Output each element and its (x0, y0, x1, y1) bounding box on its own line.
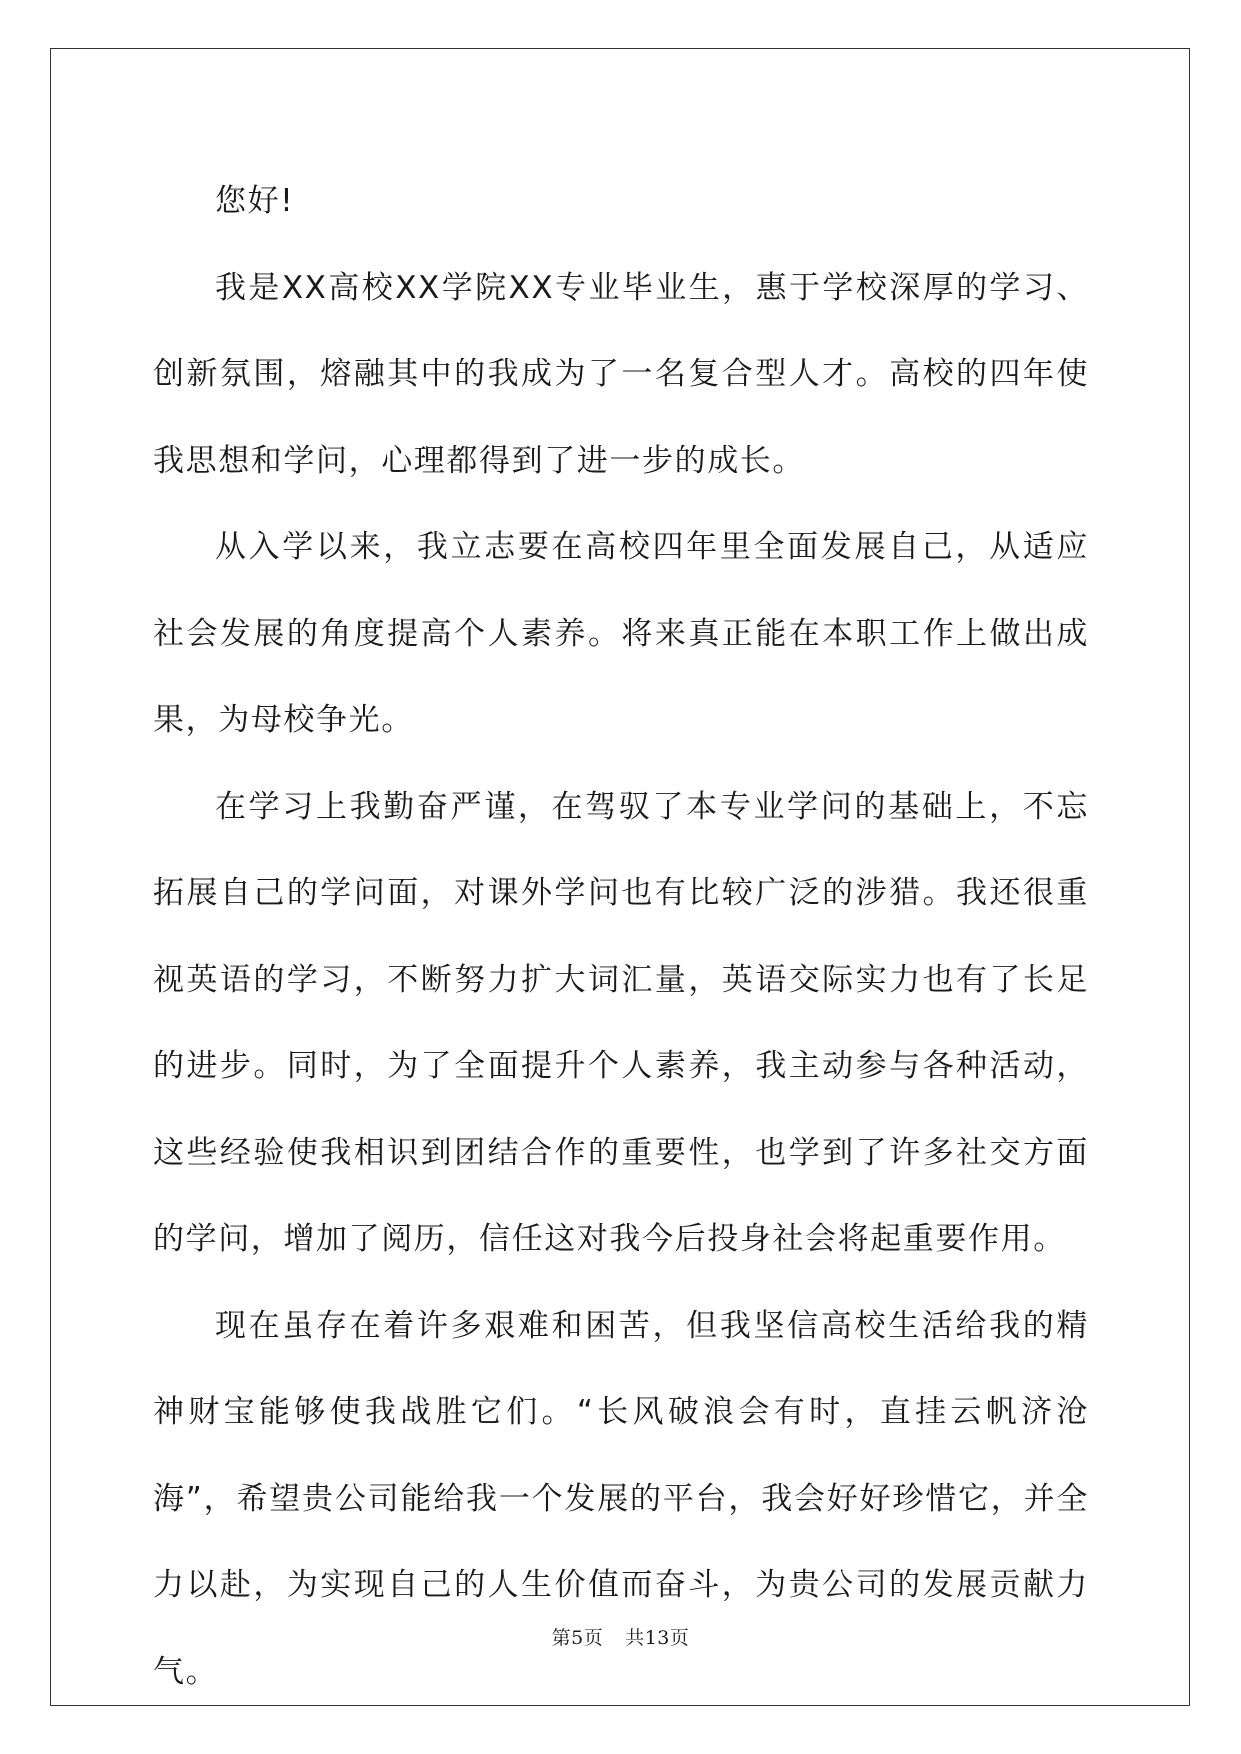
page-number: 第5页 (551, 1627, 604, 1649)
paragraph-introduction: 我是XX高校XX学院XX专业毕业生，惠于学校深厚的学习、创新氛围，熔融其中的我成为了一名复合型人才。高校的四年使我思想和学问，心理都得到了进一步的成长。 (153, 269, 1089, 479)
letter-body (153, 158, 1089, 1715)
page-total: 共13页 (625, 1627, 690, 1649)
greeting: 您好! (215, 183, 295, 219)
paragraph-closing: 现在虽存在着许多艰难和困苦，但我坚信高校生活给我的精神财宝能够使我战胜它们。“长风破浪会有时，直挂云帆济沧海”，希望贵公司能给我一个发展的平台，我会好好珍惜它，并全力以赴，为实现自己的人生价值而奋斗，为贵公司的发展贡献力气。 (153, 1307, 1089, 1690)
page-footer (0, 1623, 1241, 1650)
paragraph-study: 在学习上我勤奋严谨，在驾驭了本专业学问的基础上，不忘拓展自己的学问面，对课外学问也有比较广泛的涉猎。我还很重视英语的学习，不断努力扩大词汇量，英语交际实力也有了长足的进步。同时，为了全面提升个人素养，我主动参与各种活动，这些经验使我相识到团结合作的重要性，也学到了许多社交方面的学问，增加了阅历，信任这对我今后投身社会将起重要作用。 (153, 788, 1089, 1257)
paragraph-goals: 从入学以来，我立志要在高校四年里全面发展自己，从适应社会发展的角度提高个人素养。将来真正能在本职工作上做出成果，为母校争光。 (153, 529, 1089, 738)
